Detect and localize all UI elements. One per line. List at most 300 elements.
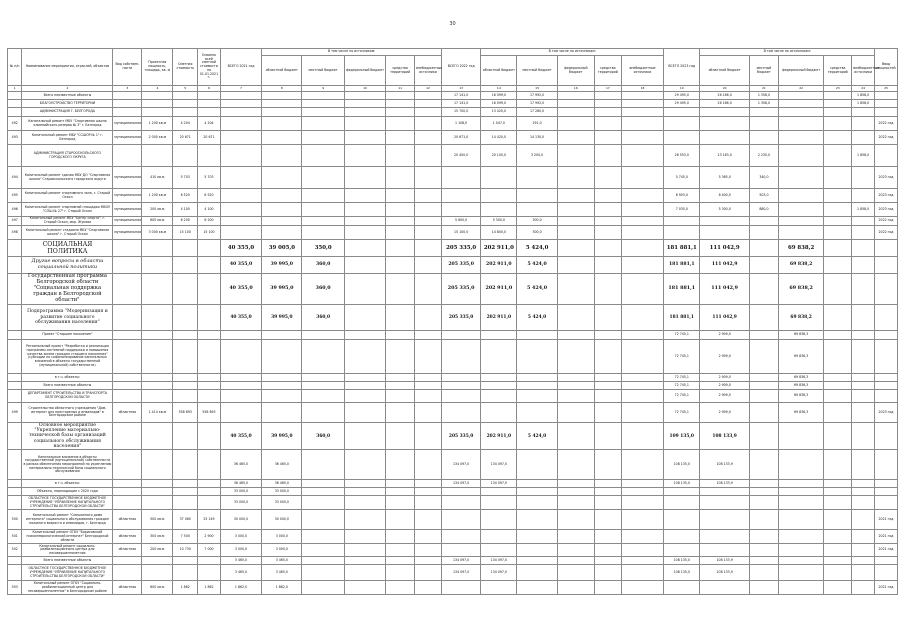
cell-c19 — [664, 496, 700, 510]
investment-table — [7, 48, 898, 595]
cell-c13: 134 097,0 — [442, 450, 481, 480]
cell-c4 — [142, 496, 173, 510]
cell-c23 — [824, 480, 852, 488]
cell-c12 — [415, 167, 442, 189]
cell-c20: 108 133,9 — [700, 422, 750, 449]
header-territory-2022: средства территорий — [594, 56, 621, 86]
cell-c5: 37 060 — [173, 510, 198, 530]
cell-c21 — [749, 240, 778, 257]
table-row — [8, 217, 898, 226]
cell-c6: 25 149 — [198, 510, 221, 530]
cell-c9: 360,0 — [302, 422, 344, 449]
cell-c22 — [778, 100, 823, 108]
cell-c14 — [481, 330, 517, 339]
cell-c25: 2023 год — [875, 189, 898, 203]
cell-c3 — [113, 92, 142, 100]
table-row — [8, 530, 898, 544]
row-number — [8, 240, 22, 257]
cell-c23 — [824, 189, 852, 203]
cell-c19: 181 881,1 — [664, 240, 700, 257]
cell-c4 — [142, 92, 173, 100]
header-sources-2023: В том числе по источникам: — [700, 49, 875, 56]
cell-c12 — [415, 402, 442, 422]
cell-c21: 1 358,0 — [749, 100, 778, 108]
cell-c5 — [173, 304, 198, 330]
cell-c24: 1 858,0 — [852, 203, 875, 217]
row-number — [8, 92, 22, 100]
header-spent: Освоено всей сметной стоимости на 01.01.2021 г. — [198, 49, 221, 86]
cell-c17 — [594, 488, 621, 496]
cell-c16 — [557, 131, 594, 145]
cell-c24 — [852, 304, 875, 330]
cell-c18 — [621, 450, 663, 480]
cell-c14: 202 911,0 — [481, 240, 517, 257]
cell-c22 — [778, 117, 823, 131]
cell-c12 — [415, 131, 442, 145]
column-number: 1 — [8, 86, 22, 92]
cell-c5 — [173, 108, 198, 117]
cell-c17 — [594, 274, 621, 305]
column-number: 11 — [386, 86, 415, 92]
cell-c19 — [664, 530, 700, 544]
cell-c5 — [173, 274, 198, 305]
cell-c12 — [415, 189, 442, 203]
cell-c24 — [852, 217, 875, 226]
cell-c21 — [749, 557, 778, 565]
cell-c11 — [386, 402, 415, 422]
cell-c25 — [875, 92, 898, 100]
cell-c8 — [262, 339, 302, 373]
cell-c23 — [824, 304, 852, 330]
cell-c19: 108 135,0 — [664, 450, 700, 480]
cell-c17 — [594, 240, 621, 257]
cell-c19 — [664, 108, 700, 117]
cell-c16 — [557, 402, 594, 422]
row-name: в т.ч. объекты: — [22, 373, 113, 381]
row-name: СОЦИАЛЬНАЯ ПОЛИТИКА — [22, 240, 113, 257]
cell-c9 — [302, 373, 344, 381]
cell-c9 — [302, 402, 344, 422]
cell-c5 — [173, 488, 198, 496]
table-row — [8, 480, 898, 488]
cell-c3 — [113, 557, 142, 565]
cell-c17 — [594, 565, 621, 581]
cell-c19: 181 881,1 — [664, 304, 700, 330]
cell-c11 — [386, 450, 415, 480]
cell-c21 — [749, 226, 778, 240]
cell-c9 — [302, 108, 344, 117]
cell-c19: 72 745,1 — [664, 330, 700, 339]
cell-c19 — [664, 581, 700, 595]
cell-c6: 6 520 — [198, 189, 221, 203]
cell-c17 — [594, 217, 621, 226]
cell-c21 — [749, 510, 778, 530]
cell-c20 — [700, 581, 750, 595]
cell-c24 — [852, 330, 875, 339]
cell-c9 — [302, 145, 344, 167]
cell-c23 — [824, 330, 852, 339]
cell-c20 — [700, 117, 750, 131]
cell-c18 — [621, 330, 663, 339]
cell-c25 — [875, 304, 898, 330]
cell-c14: 1 047,0 — [481, 117, 517, 131]
cell-c13 — [442, 167, 481, 189]
row-name: Капитальный ремонт МБУ "Центр спорта", г. Старый Оскол, мкр. Жукова — [22, 217, 113, 226]
cell-c23 — [824, 217, 852, 226]
cell-c3: областная — [113, 510, 142, 530]
cell-c6 — [198, 422, 221, 449]
cell-c23 — [824, 240, 852, 257]
cell-c16 — [557, 510, 594, 530]
row-name: Капитальный ремонт спортивного зала, г. Старый Оскол — [22, 189, 113, 203]
cell-c25: 2023 год — [875, 203, 898, 217]
column-number: 15 — [517, 86, 557, 92]
cell-c21 — [749, 488, 778, 496]
cell-c20: 6 400,0 — [700, 189, 750, 203]
cell-c23 — [824, 108, 852, 117]
header-regional-2023: областной бюджет — [700, 56, 750, 86]
table-row — [8, 450, 898, 480]
cell-c18 — [621, 257, 663, 274]
cell-c5 — [173, 450, 198, 480]
column-number: 7 — [220, 86, 261, 92]
table-row — [8, 565, 898, 581]
cell-c11 — [386, 117, 415, 131]
cell-c4: 600 кв.м — [142, 581, 173, 595]
table-row — [8, 381, 898, 389]
cell-c22 — [778, 108, 823, 117]
cell-c18 — [621, 226, 663, 240]
cell-c15 — [517, 581, 557, 595]
column-number: 17 — [594, 86, 621, 92]
cell-c14: 14 420,0 — [481, 131, 517, 145]
row-name: Капитальный ремонт ОГБУ "Борисовский психоневрологический интернат" Белгородской области — [22, 530, 113, 544]
cell-c23 — [824, 565, 852, 581]
cell-c10 — [344, 422, 385, 449]
cell-c5 — [173, 92, 198, 100]
cell-c19: 26 553,0 — [664, 145, 700, 167]
cell-c11 — [386, 145, 415, 167]
cell-c6 — [198, 480, 221, 488]
cell-c17 — [594, 108, 621, 117]
row-number — [8, 557, 22, 565]
cell-c10 — [344, 496, 385, 510]
row-name: Подпрограмма "Модернизация и развитие социального обслуживания населения" — [22, 304, 113, 330]
cell-c25 — [875, 108, 898, 117]
cell-c18 — [621, 274, 663, 305]
cell-c25 — [875, 496, 898, 510]
table-row — [8, 108, 898, 117]
row-name: Капитальный ремонт социально-реабилитационного центра для несовершеннолетних — [22, 544, 113, 557]
table-row — [8, 304, 898, 330]
cell-c10 — [344, 339, 385, 373]
cell-c21 — [749, 217, 778, 226]
row-number: 495 — [8, 189, 22, 203]
cell-c17 — [594, 557, 621, 565]
cell-c17 — [594, 381, 621, 389]
cell-c11 — [386, 480, 415, 488]
cell-c12 — [415, 581, 442, 595]
cell-c8: 39 995,0 — [262, 274, 302, 305]
cell-c14: 134 097,0 — [481, 450, 517, 480]
cell-c11 — [386, 488, 415, 496]
cell-c16 — [557, 581, 594, 595]
cell-c22 — [778, 422, 823, 449]
cell-c13: 205 335,0 — [442, 257, 481, 274]
cell-c16 — [557, 565, 594, 581]
table-row — [8, 100, 898, 108]
cell-c11 — [386, 381, 415, 389]
cell-c9 — [302, 167, 344, 189]
cell-c14 — [481, 544, 517, 557]
cell-c3 — [113, 373, 142, 381]
cell-c23 — [824, 450, 852, 480]
cell-c10 — [344, 217, 385, 226]
cell-c10 — [344, 92, 385, 100]
cell-c20: 111 042,9 — [700, 257, 750, 274]
cell-c21 — [749, 422, 778, 449]
cell-c21: 503,0 — [749, 189, 778, 203]
row-name: АДМИНИСТРАЦИЯ СТАРООСКОЛЬСКОГО ГОРОДСКОГО ОКРУГА — [22, 145, 113, 167]
cell-c24 — [852, 565, 875, 581]
cell-c4 — [142, 240, 173, 257]
cell-c12 — [415, 92, 442, 100]
column-number: 10 — [344, 86, 385, 92]
cell-c18 — [621, 145, 663, 167]
cell-c6: 20 671 — [198, 131, 221, 145]
cell-c22 — [778, 480, 823, 488]
cell-c4 — [142, 480, 173, 488]
cell-c17 — [594, 131, 621, 145]
cell-c17 — [594, 389, 621, 402]
cell-c22 — [778, 450, 823, 480]
cell-c7: 40 355,0 — [220, 274, 261, 305]
header-federal-2022: федеральный бюджет — [557, 56, 594, 86]
cell-c14 — [481, 530, 517, 544]
cell-c14 — [481, 510, 517, 530]
cell-c8: 39 995,0 — [262, 257, 302, 274]
row-name: Капитальный ремонт стадиона МБУ "Спортивная школа" г. Старый Оскол — [22, 226, 113, 240]
cell-c10 — [344, 203, 385, 217]
cell-c15: 3 200,0 — [517, 145, 557, 167]
cell-c18 — [621, 373, 663, 381]
cell-c12 — [415, 557, 442, 565]
row-number — [8, 108, 22, 117]
cell-c10 — [344, 557, 385, 565]
cell-c3: муниципальная — [113, 203, 142, 217]
cell-c19: 72 745,1 — [664, 389, 700, 402]
cell-c19: 29 495,0 — [664, 92, 700, 100]
cell-c13: 134 097,0 — [442, 480, 481, 488]
cell-c9 — [302, 117, 344, 131]
column-number: 9 — [302, 86, 344, 92]
cell-c23 — [824, 226, 852, 240]
cell-c7 — [220, 145, 261, 167]
cell-c20: 2 909,0 — [700, 381, 750, 389]
cell-c5: 1 862 — [173, 581, 198, 595]
cell-c6 — [198, 389, 221, 402]
cell-c20 — [700, 544, 750, 557]
cell-c20: 2 909,0 — [700, 389, 750, 402]
header-regional-2021: областной бюджет — [262, 56, 302, 86]
cell-c7 — [220, 402, 261, 422]
cell-c12 — [415, 373, 442, 381]
cell-c22: 69 836,3 — [778, 373, 823, 381]
header-num: № п/п — [8, 49, 22, 86]
cell-c13: 17 141,0 — [442, 100, 481, 108]
cell-c8: 39 005,0 — [262, 240, 302, 257]
cell-c16 — [557, 544, 594, 557]
cell-c18 — [621, 167, 663, 189]
cell-c11 — [386, 203, 415, 217]
cell-c4 — [142, 100, 173, 108]
header-sources-2021: В том числе по источникам: — [262, 49, 442, 56]
cell-c22 — [778, 189, 823, 203]
cell-c3 — [113, 274, 142, 305]
column-number: 19 — [664, 86, 700, 92]
cell-c9 — [302, 544, 344, 557]
cell-c3 — [113, 381, 142, 389]
cell-c24 — [852, 339, 875, 373]
cell-c12 — [415, 530, 442, 544]
row-name: Капитальный ремонт здания МБУ ДО "Спортивная школа" Старооскольского городского округа — [22, 167, 113, 189]
cell-c3 — [113, 339, 142, 373]
cell-c6 — [198, 274, 221, 305]
cell-c13: 205 335,0 — [442, 304, 481, 330]
cell-c5 — [173, 565, 198, 581]
cell-c6: 6 200 — [198, 217, 221, 226]
cell-c11 — [386, 565, 415, 581]
cell-c3 — [113, 330, 142, 339]
cell-c11 — [386, 544, 415, 557]
cell-c14 — [481, 389, 517, 402]
row-number — [8, 480, 22, 488]
cell-c5: 4 100 — [173, 203, 198, 217]
cell-c24 — [852, 240, 875, 257]
cell-c18 — [621, 381, 663, 389]
cell-c12 — [415, 496, 442, 510]
cell-c13: 15 100,0 — [442, 226, 481, 240]
cell-c23 — [824, 422, 852, 449]
row-number: 502 — [8, 544, 22, 557]
cell-c18 — [621, 100, 663, 108]
cell-c21 — [749, 381, 778, 389]
cell-c5: 4 204 — [173, 117, 198, 131]
cell-c20: 111 042,9 — [700, 240, 750, 257]
cell-c18 — [621, 304, 663, 330]
cell-c4 — [142, 422, 173, 449]
cell-c20: 2 909,0 — [700, 339, 750, 373]
cell-c4 — [142, 381, 173, 389]
cell-c11 — [386, 339, 415, 373]
cell-c20: 2 909,0 — [700, 330, 750, 339]
cell-c3 — [113, 422, 142, 449]
cell-c24 — [852, 117, 875, 131]
cell-c23 — [824, 167, 852, 189]
cell-c11 — [386, 557, 415, 565]
cell-c22 — [778, 496, 823, 510]
cell-c3 — [113, 389, 142, 402]
row-number — [8, 373, 22, 381]
cell-c8: 3 000,0 — [262, 544, 302, 557]
cell-c24 — [852, 402, 875, 422]
cell-c8 — [262, 402, 302, 422]
cell-c7: 30 000,0 — [220, 510, 261, 530]
cell-c21: 2 230,0 — [749, 145, 778, 167]
cell-c23 — [824, 389, 852, 402]
cell-c6 — [198, 381, 221, 389]
cell-c7 — [220, 330, 261, 339]
row-number: 500 — [8, 510, 22, 530]
cell-c8: 36 465,0 — [262, 450, 302, 480]
cell-c17 — [594, 117, 621, 131]
cell-c24 — [852, 488, 875, 496]
cell-c18 — [621, 92, 663, 100]
cell-c16 — [557, 92, 594, 100]
cell-c14 — [481, 402, 517, 422]
cell-c6 — [198, 240, 221, 257]
cell-c4 — [142, 304, 173, 330]
cell-c12 — [415, 450, 442, 480]
cell-c20 — [700, 530, 750, 544]
cell-c9 — [302, 131, 344, 145]
cell-c13: 20 400,0 — [442, 145, 481, 167]
cell-c24 — [852, 510, 875, 530]
cell-c22 — [778, 145, 823, 167]
cell-c5 — [173, 100, 198, 108]
cell-c24 — [852, 226, 875, 240]
cell-c18 — [621, 217, 663, 226]
table-row — [8, 496, 898, 510]
cell-c20: 5 365,0 — [700, 167, 750, 189]
cell-c24 — [852, 544, 875, 557]
cell-c13: 17 141,0 — [442, 92, 481, 100]
cell-c12 — [415, 217, 442, 226]
cell-c6 — [198, 145, 221, 167]
table-row — [8, 131, 898, 145]
cell-c15 — [517, 496, 557, 510]
table-row — [8, 510, 898, 530]
row-number — [8, 304, 22, 330]
cell-c17 — [594, 450, 621, 480]
cell-c8 — [262, 389, 302, 402]
row-name: ОБЛАСТНОЕ ГОСУДАРСТВЕННОЕ БЮДЖЕТНОЕ УЧРЕЖДЕНИЕ "УПРАВЛЕНИЕ КАПИТАЛЬНОГО СТРОИТЕЛЬСТВА БЕЛГОРОДСКОЙ ОБЛАСТИ" — [22, 496, 113, 510]
header-local-2022: местный бюджет — [517, 56, 557, 86]
cell-c7: 3 000,0 — [220, 544, 261, 557]
cell-c24 — [852, 581, 875, 595]
cell-c13: 134 097,0 — [442, 565, 481, 581]
cell-c19: 108 135,0 — [664, 565, 700, 581]
cell-c4: 200 кв.м — [142, 544, 173, 557]
cell-c22 — [778, 217, 823, 226]
cell-c14 — [481, 488, 517, 496]
table-row — [8, 274, 898, 305]
column-number: 8 — [262, 86, 302, 92]
row-name: Капитальный ремонт ОГБУ "Социально-реабилитационный центр для несовершеннолетних" в Белгородском районе — [22, 581, 113, 595]
cell-c12 — [415, 339, 442, 373]
cell-c23 — [824, 581, 852, 595]
cell-c9 — [302, 557, 344, 565]
cell-c9 — [302, 189, 344, 203]
row-number — [8, 496, 22, 510]
cell-c10 — [344, 257, 385, 274]
table-row — [8, 203, 898, 217]
row-number: 501 — [8, 530, 22, 544]
cell-c16 — [557, 203, 594, 217]
cell-c4: 600 кв.м — [142, 217, 173, 226]
cell-c10 — [344, 450, 385, 480]
cell-c17 — [594, 92, 621, 100]
